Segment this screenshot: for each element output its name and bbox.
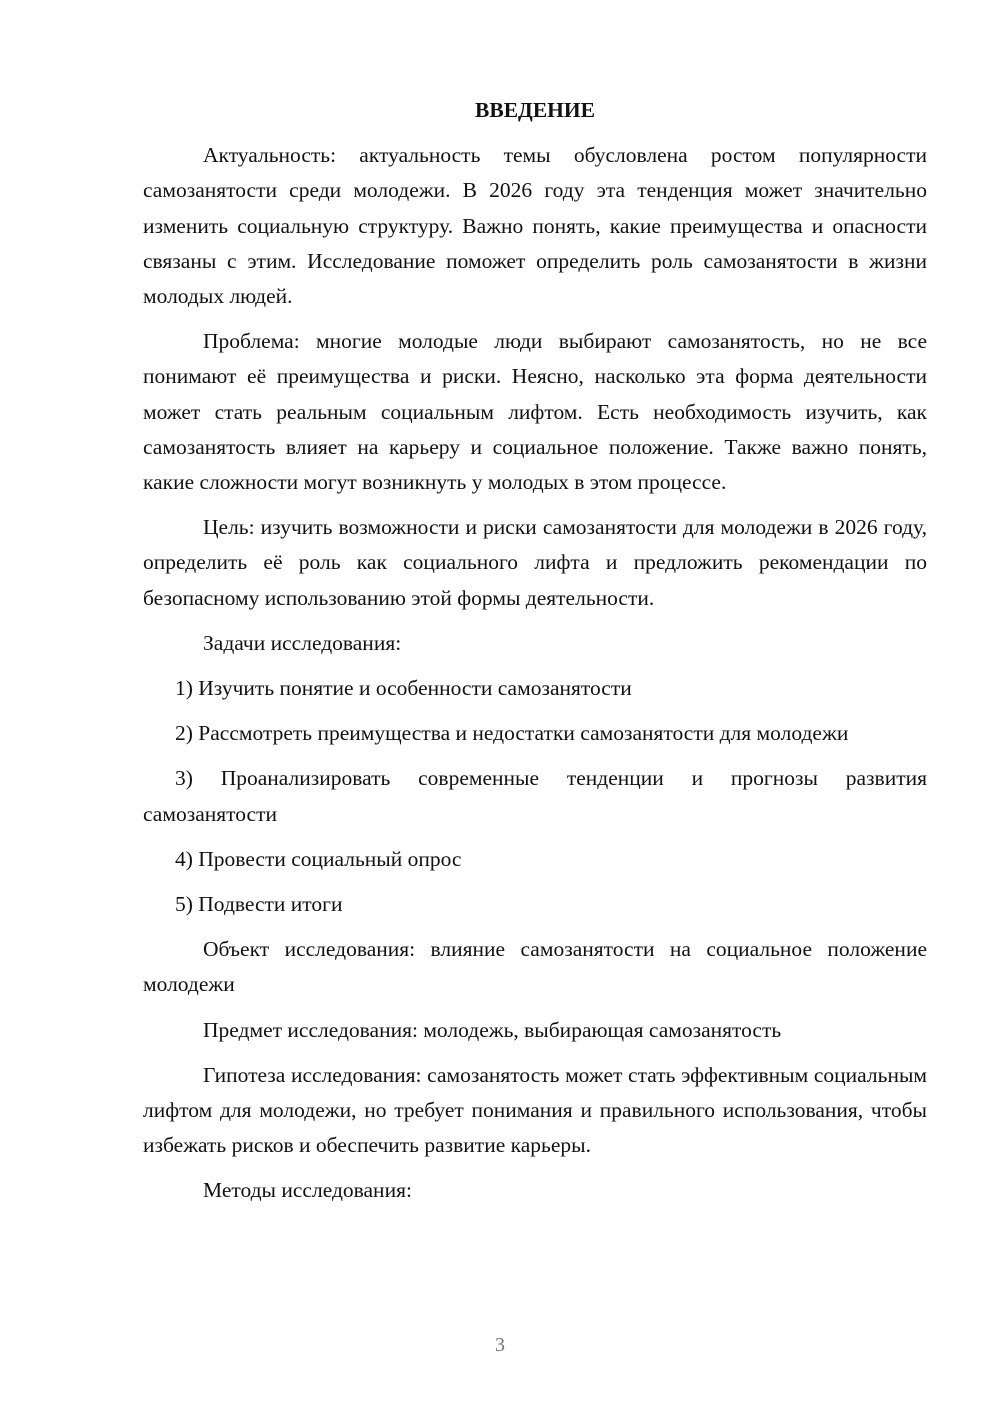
section-title: ВВЕДЕНИЕ bbox=[475, 98, 595, 122]
page-number: 3 bbox=[495, 1334, 505, 1356]
problem-paragraph: Проблема: многие молодые люди выбирают самозанятость, но не все понимают её преимущества и риски. Неясно, насколько эта форма деятельности может стать реальным социальным лифтом. Есть необходимость изучить, как самозанятость влияет на карьеру и социальное положение. Также важно понять, какие сложности могут возникнуть у молодых в этом процессе. bbox=[143, 329, 927, 495]
research-object-paragraph: Объект исследования: влияние самозанятости на социальное положение молодежи bbox=[143, 937, 927, 997]
relevance-paragraph: Актуальность: актуальность темы обусловлена ростом популярности самозанятости среди молодежи. В 2026 году эта тенденция может значительно изменить социальную структуру. Важно понять, какие преимущества и опасности связаны с этим. Исследование поможет определить роль самозанятости в жизни молодых людей. bbox=[143, 143, 927, 309]
task-item-1: 1) Изучить понятие и особенности самозанятости bbox=[175, 676, 632, 701]
task-item-3: 3) Проанализировать современные тенденции и прогнозы развития самозанятости bbox=[143, 766, 927, 826]
tasks-heading: Задачи исследования: bbox=[203, 630, 402, 655]
research-methods-heading: Методы исследования: bbox=[203, 1178, 412, 1203]
research-subject-paragraph: Предмет исследования: молодежь, выбирающая самозанятость bbox=[203, 1017, 782, 1042]
research-hypothesis-paragraph: Гипотеза исследования: самозанятость может стать эффективным социальным лифтом для молодежи, но требует понимания и правильного использования, чтобы избежать рисков и обеспечить развитие карьеры. bbox=[143, 1062, 927, 1158]
task-item-5: 5) Подвести итоги bbox=[175, 892, 343, 917]
goal-paragraph: Цель: изучить возможности и риски самозанятости для молодежи в 2026 году, определить её роль как социального лифта и предложить рекомендации по безопасному использованию этой формы деятельности. bbox=[143, 515, 927, 610]
page-content bbox=[143, 93, 927, 1219]
task-item-4: 4) Провести социальный опрос bbox=[175, 846, 462, 871]
task-item-2: 2) Рассмотреть преимущества и недостатки самозанятости для молодежи bbox=[175, 721, 849, 746]
